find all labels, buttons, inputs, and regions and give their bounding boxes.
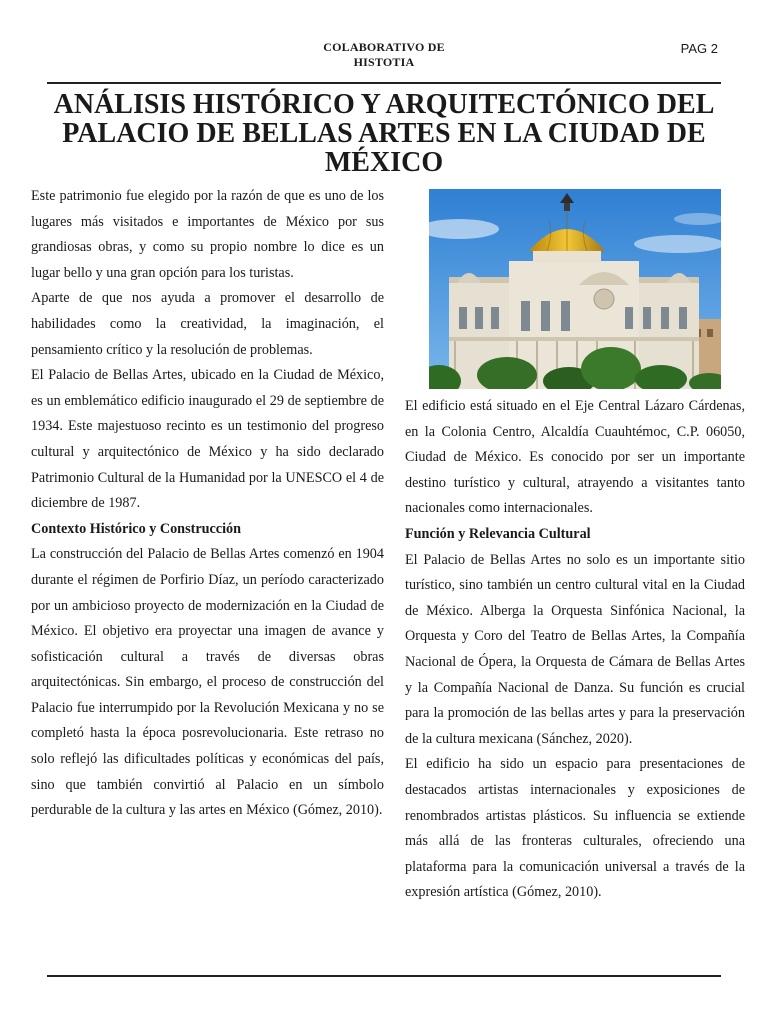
right-paragraph-2: El Palacio de Bellas Artes no solo es un importante sitio turístico, sino también un centro cultural vital en la Ciudad de México. Alberga la Orquesta Sinfónica Nacional, la Orquesta y Coro del Teatro de Bellas Artes, la Compañía Nacional de Ópera, la Orquesta de Cámara de Bellas Artes y la Compañía Nacional de Danza. Su función es crucial para la promoción de las bellas artes y para la preservación de la cultura mexicana (Sánchez, 2020). (405, 551, 745, 747)
top-divider (47, 82, 721, 84)
left-paragraph-4: La construcción del Palacio de Bellas Artes comenzó en 1904 durante el régimen de Porfirio Díaz, un período caracterizado por un ambicioso proyecto de modernización en la Ciudad de México. El objetivo era proyectar una imagen de avance y sofisticación cultural a través de diversas obras arquitectónicas. Sin embargo, el proceso de construcción del Palacio fue interrumpido por la Revolución Mexicana y no se completó hasta la época posrevolucionaria. Este retraso no solo reflejó las dificultades políticas y económicas del país, sino que también convirtió al Palacio en un símbolo perdurable de la cultura y las artes en México (Gómez, 2010). (31, 546, 384, 819)
palacio-bellas-artes-photo (429, 189, 721, 389)
left-column (31, 184, 384, 824)
subheading-historical-context: Contexto Histórico y Construcción (31, 520, 242, 537)
right-column (405, 394, 745, 906)
left-paragraph-1: Este patrimonio fue elegido por la razón de que es uno de los lugares más visitados e importantes de México por sus grandiosas obras, y como su propio nombre lo dice es un lugar bello y una gran opción para los turistas. (31, 188, 384, 281)
left-paragraph-2: Aparte de que nos ayuda a promover el desarrollo de habilidades como la creatividad, la imaginación, el pensamiento crítico y la resolución de problemas. (31, 290, 384, 358)
page-number: PAG 2 (680, 41, 718, 56)
page-title: ANÁLISIS HISTÓRICO Y ARQUITECTÓNICO DEL PALACIO DE BELLAS ARTES EN LA CIUDAD DE MÉXICO (53, 89, 715, 178)
subheading-cultural-function: Función y Relevancia Cultural (405, 525, 591, 542)
left-paragraph-3: El Palacio de Bellas Artes, ubicado en la Ciudad de México, es un emblemático edificio inaugurado el 29 de septiembre de 1934. Este majestuoso recinto es un testimonio del progreso cultural y arquitectónico de México y ha sido declarado Patrimonio Cultural de la Humanidad por la UNESCO el 4 de diciembre de 1987. (31, 367, 384, 512)
right-paragraph-3: El edificio ha sido un espacio para presentaciones de destacados artistas internacionales y exposiciones de renombrados artistas plásticos. Su influencia se extiende más allá de las fronteras culturales, ofreciendo una plataforma para la comunicación universal a través de la expresión artística (Gómez, 2010). (405, 756, 745, 901)
bottom-divider (47, 975, 721, 977)
right-paragraph-1: El edificio está situado en el Eje Central Lázaro Cárdenas, en la Colonia Centro, Alcaldía Cuauhtémoc, C.P. 06050, Ciudad de México. Es conocido por ser un importante destino turístico y cultural, atrayendo a visitantes tanto nacionales como internacionales. (405, 398, 745, 517)
header-title: COLABORATIVO DE HISTOTIA (323, 40, 445, 69)
